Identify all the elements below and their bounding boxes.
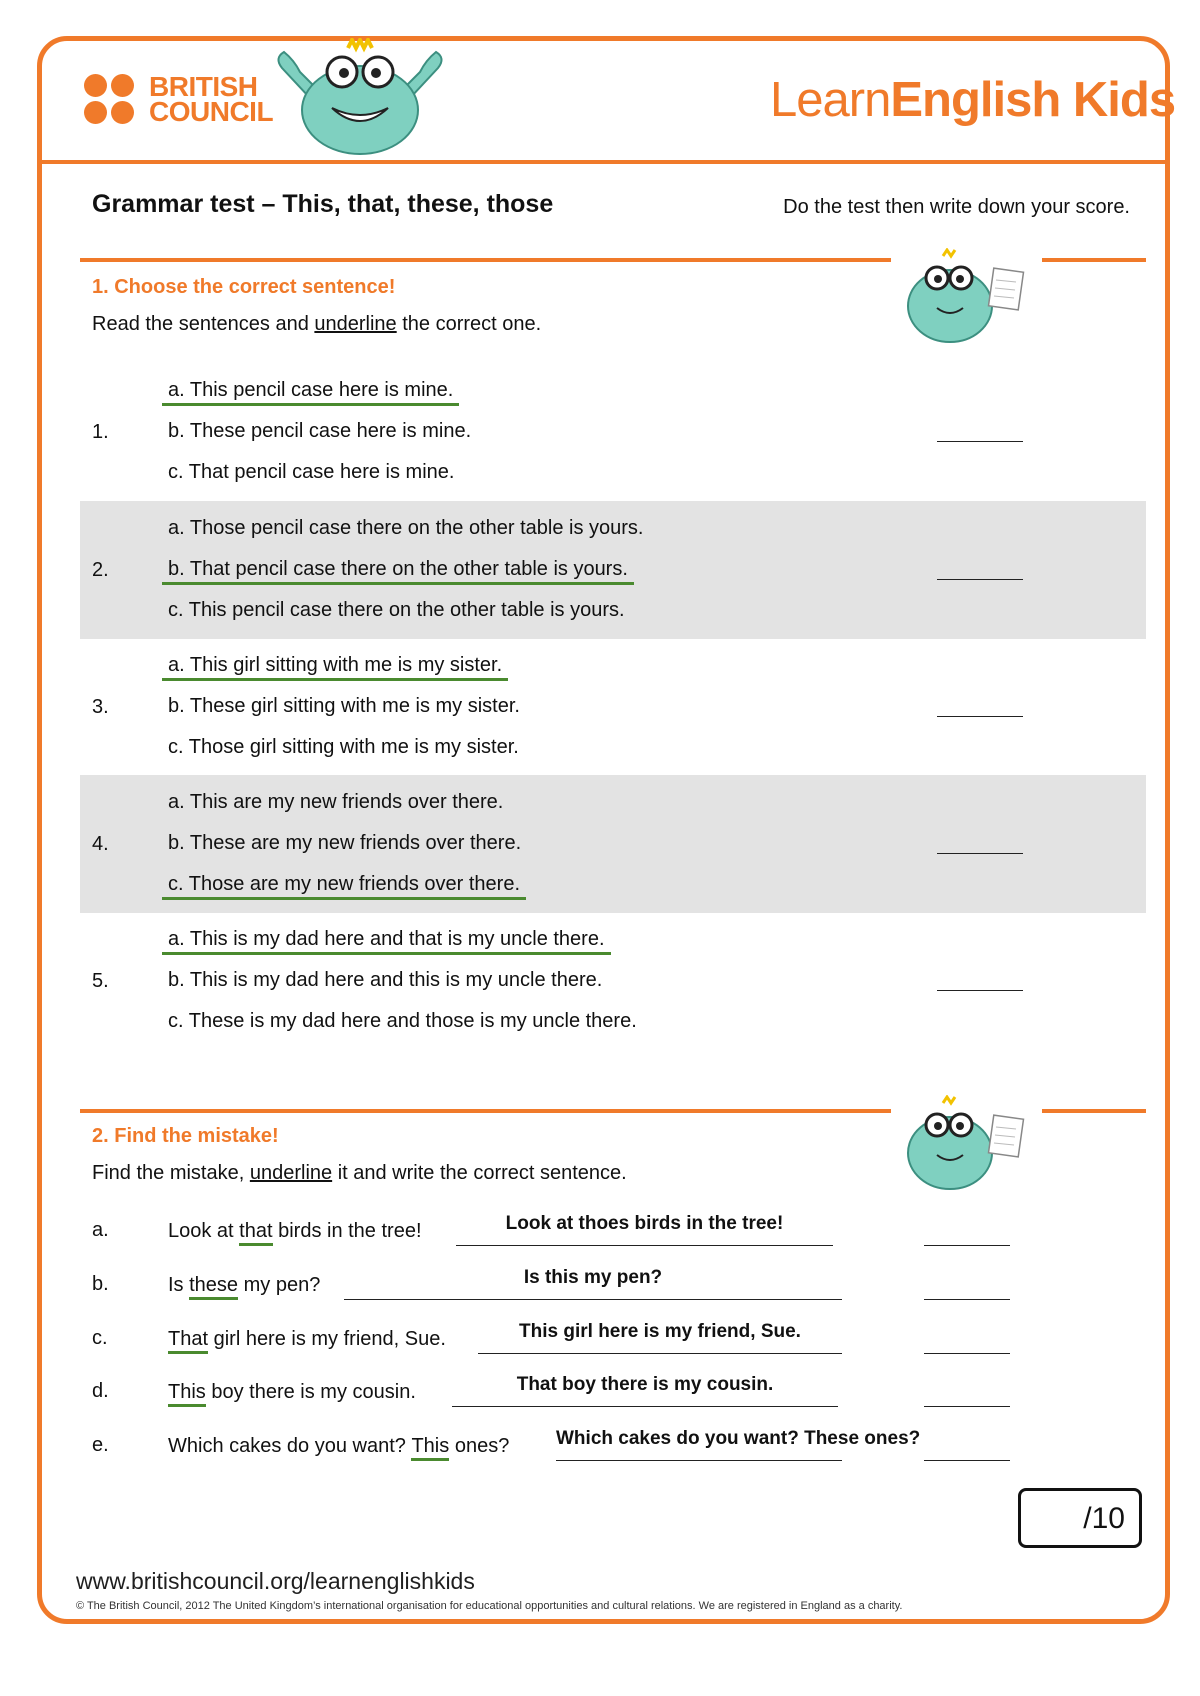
mascot-with-paper-icon — [895, 1095, 1035, 1195]
answer-option[interactable]: b. That pencil case there on the other table is yours. — [162, 558, 634, 585]
answer-option[interactable]: c. These is my dad here and those is my uncle there. — [168, 1010, 637, 1032]
mistake-sentence — [168, 1327, 446, 1354]
answer-line[interactable] — [344, 1299, 842, 1300]
answer-option[interactable]: c. That pencil case here is mine. — [168, 461, 455, 483]
question-number: 3. — [92, 696, 109, 718]
score-blank[interactable] — [937, 579, 1023, 580]
score-blank[interactable] — [924, 1353, 1010, 1354]
section2-instruction: Find the mistake, underline it and write the correct sentence. — [92, 1162, 627, 1184]
score-instruction: Do the test then write down your score. — [783, 196, 1130, 218]
answer-option[interactable]: b. These are my new friends over there. — [168, 832, 522, 854]
sentence-prefix: Which cakes do you want? — [168, 1435, 412, 1457]
sentence-suffix: ones? — [449, 1435, 510, 1457]
score-blank[interactable] — [937, 853, 1023, 854]
mistake-word[interactable]: that — [239, 1219, 272, 1246]
score-box[interactable]: /10 — [1018, 1488, 1142, 1548]
item-letter: c. — [92, 1327, 108, 1349]
answer-option[interactable]: b. These pencil case here is mine. — [168, 420, 472, 442]
learnenglish-kids-logo: LearnEnglish Kids — [770, 73, 1176, 127]
mistake-word[interactable]: This — [168, 1380, 206, 1407]
sentence-prefix: Is — [168, 1274, 190, 1296]
question-number: 4. — [92, 833, 109, 855]
question-number: 2. — [92, 559, 109, 581]
answer-option[interactable]: c. Those are my new friends over there. — [162, 873, 526, 900]
sentence-suffix: my pen? — [238, 1274, 321, 1296]
page-title: Grammar test – This, that, these, those — [92, 190, 554, 218]
answer-option[interactable]: c. Those girl sitting with me is my sister. — [168, 736, 519, 758]
footer-legal: © The British Council, 2012 The United Kingdom’s international organisation for educational opportunities and cultural relations. We are registered in England as a charity. — [76, 1600, 903, 1612]
section1-divider-right — [1042, 258, 1146, 262]
score-blank[interactable] — [924, 1299, 1010, 1300]
mascot-illustration — [270, 38, 450, 156]
sentence-suffix: birds in the tree! — [272, 1220, 422, 1242]
mistake-sentence — [168, 1219, 422, 1246]
sentence-prefix: Look at — [168, 1220, 240, 1242]
score-blank[interactable] — [937, 716, 1023, 717]
written-answer[interactable]: Look at thoes birds in the tree! — [505, 1213, 784, 1234]
question-number: 5. — [92, 970, 109, 992]
mistake-word[interactable]: This — [411, 1434, 449, 1461]
sentence-suffix: boy there is my cousin. — [205, 1381, 416, 1403]
mascot-with-paper-icon — [895, 248, 1035, 348]
section2-heading: 2. Find the mistake! — [92, 1125, 279, 1147]
score-blank[interactable] — [937, 990, 1023, 991]
footer-url[interactable]: www.britishcouncil.org/learnenglishkids — [76, 1568, 475, 1594]
answer-option[interactable]: a. This girl sitting with me is my sister. — [162, 654, 508, 681]
item-letter: a. — [92, 1219, 109, 1241]
answer-line[interactable] — [556, 1460, 842, 1461]
mistake-word[interactable]: That — [168, 1327, 208, 1354]
written-answer[interactable]: Is this my pen? — [523, 1267, 663, 1288]
written-answer[interactable]: Which cakes do you want? These ones? — [556, 1428, 921, 1449]
section1-divider — [80, 258, 891, 262]
section1-instruction: Read the sentences and underline the correct one. — [92, 313, 542, 335]
answer-option[interactable]: b. These girl sitting with me is my sister. — [168, 695, 520, 717]
answer-option[interactable]: a. This are my new friends over there. — [168, 791, 504, 813]
sentence-suffix: girl here is my friend, Sue. — [208, 1328, 446, 1350]
header-divider — [40, 160, 1167, 164]
british-council-wordmark: BRITISH COUNCIL — [149, 71, 274, 127]
answer-option[interactable]: a. This is my dad here and that is my uncle there. — [162, 928, 611, 955]
score-blank[interactable] — [937, 441, 1023, 442]
written-answer[interactable]: That boy there is my cousin. — [516, 1374, 774, 1395]
answer-option[interactable]: a. This pencil case here is mine. — [162, 379, 459, 406]
mistake-sentence — [168, 1434, 509, 1461]
mistake-word[interactable]: these — [189, 1273, 238, 1300]
british-council-dots-icon — [84, 74, 144, 126]
mistake-sentence — [168, 1380, 416, 1407]
item-letter: b. — [92, 1273, 109, 1295]
answer-line[interactable] — [452, 1406, 838, 1407]
answer-line[interactable] — [478, 1353, 842, 1354]
score-blank[interactable] — [924, 1406, 1010, 1407]
written-answer[interactable]: This girl here is my friend, Sue. — [519, 1321, 801, 1342]
section1-heading: 1. Choose the correct sentence! — [92, 276, 396, 298]
section2-divider-right — [1042, 1109, 1146, 1113]
answer-line[interactable] — [456, 1245, 833, 1246]
answer-option[interactable]: a. Those pencil case there on the other table is yours. — [168, 517, 644, 539]
score-blank[interactable] — [924, 1460, 1010, 1461]
score-blank[interactable] — [924, 1245, 1010, 1246]
item-letter: d. — [92, 1380, 109, 1402]
question-number: 1. — [92, 421, 109, 443]
answer-option[interactable]: b. This is my dad here and this is my uncle there. — [168, 969, 603, 991]
item-letter: e. — [92, 1434, 109, 1456]
mistake-sentence — [168, 1273, 320, 1300]
section2-divider — [80, 1109, 891, 1113]
answer-option[interactable]: c. This pencil case there on the other table is yours. — [168, 599, 625, 621]
